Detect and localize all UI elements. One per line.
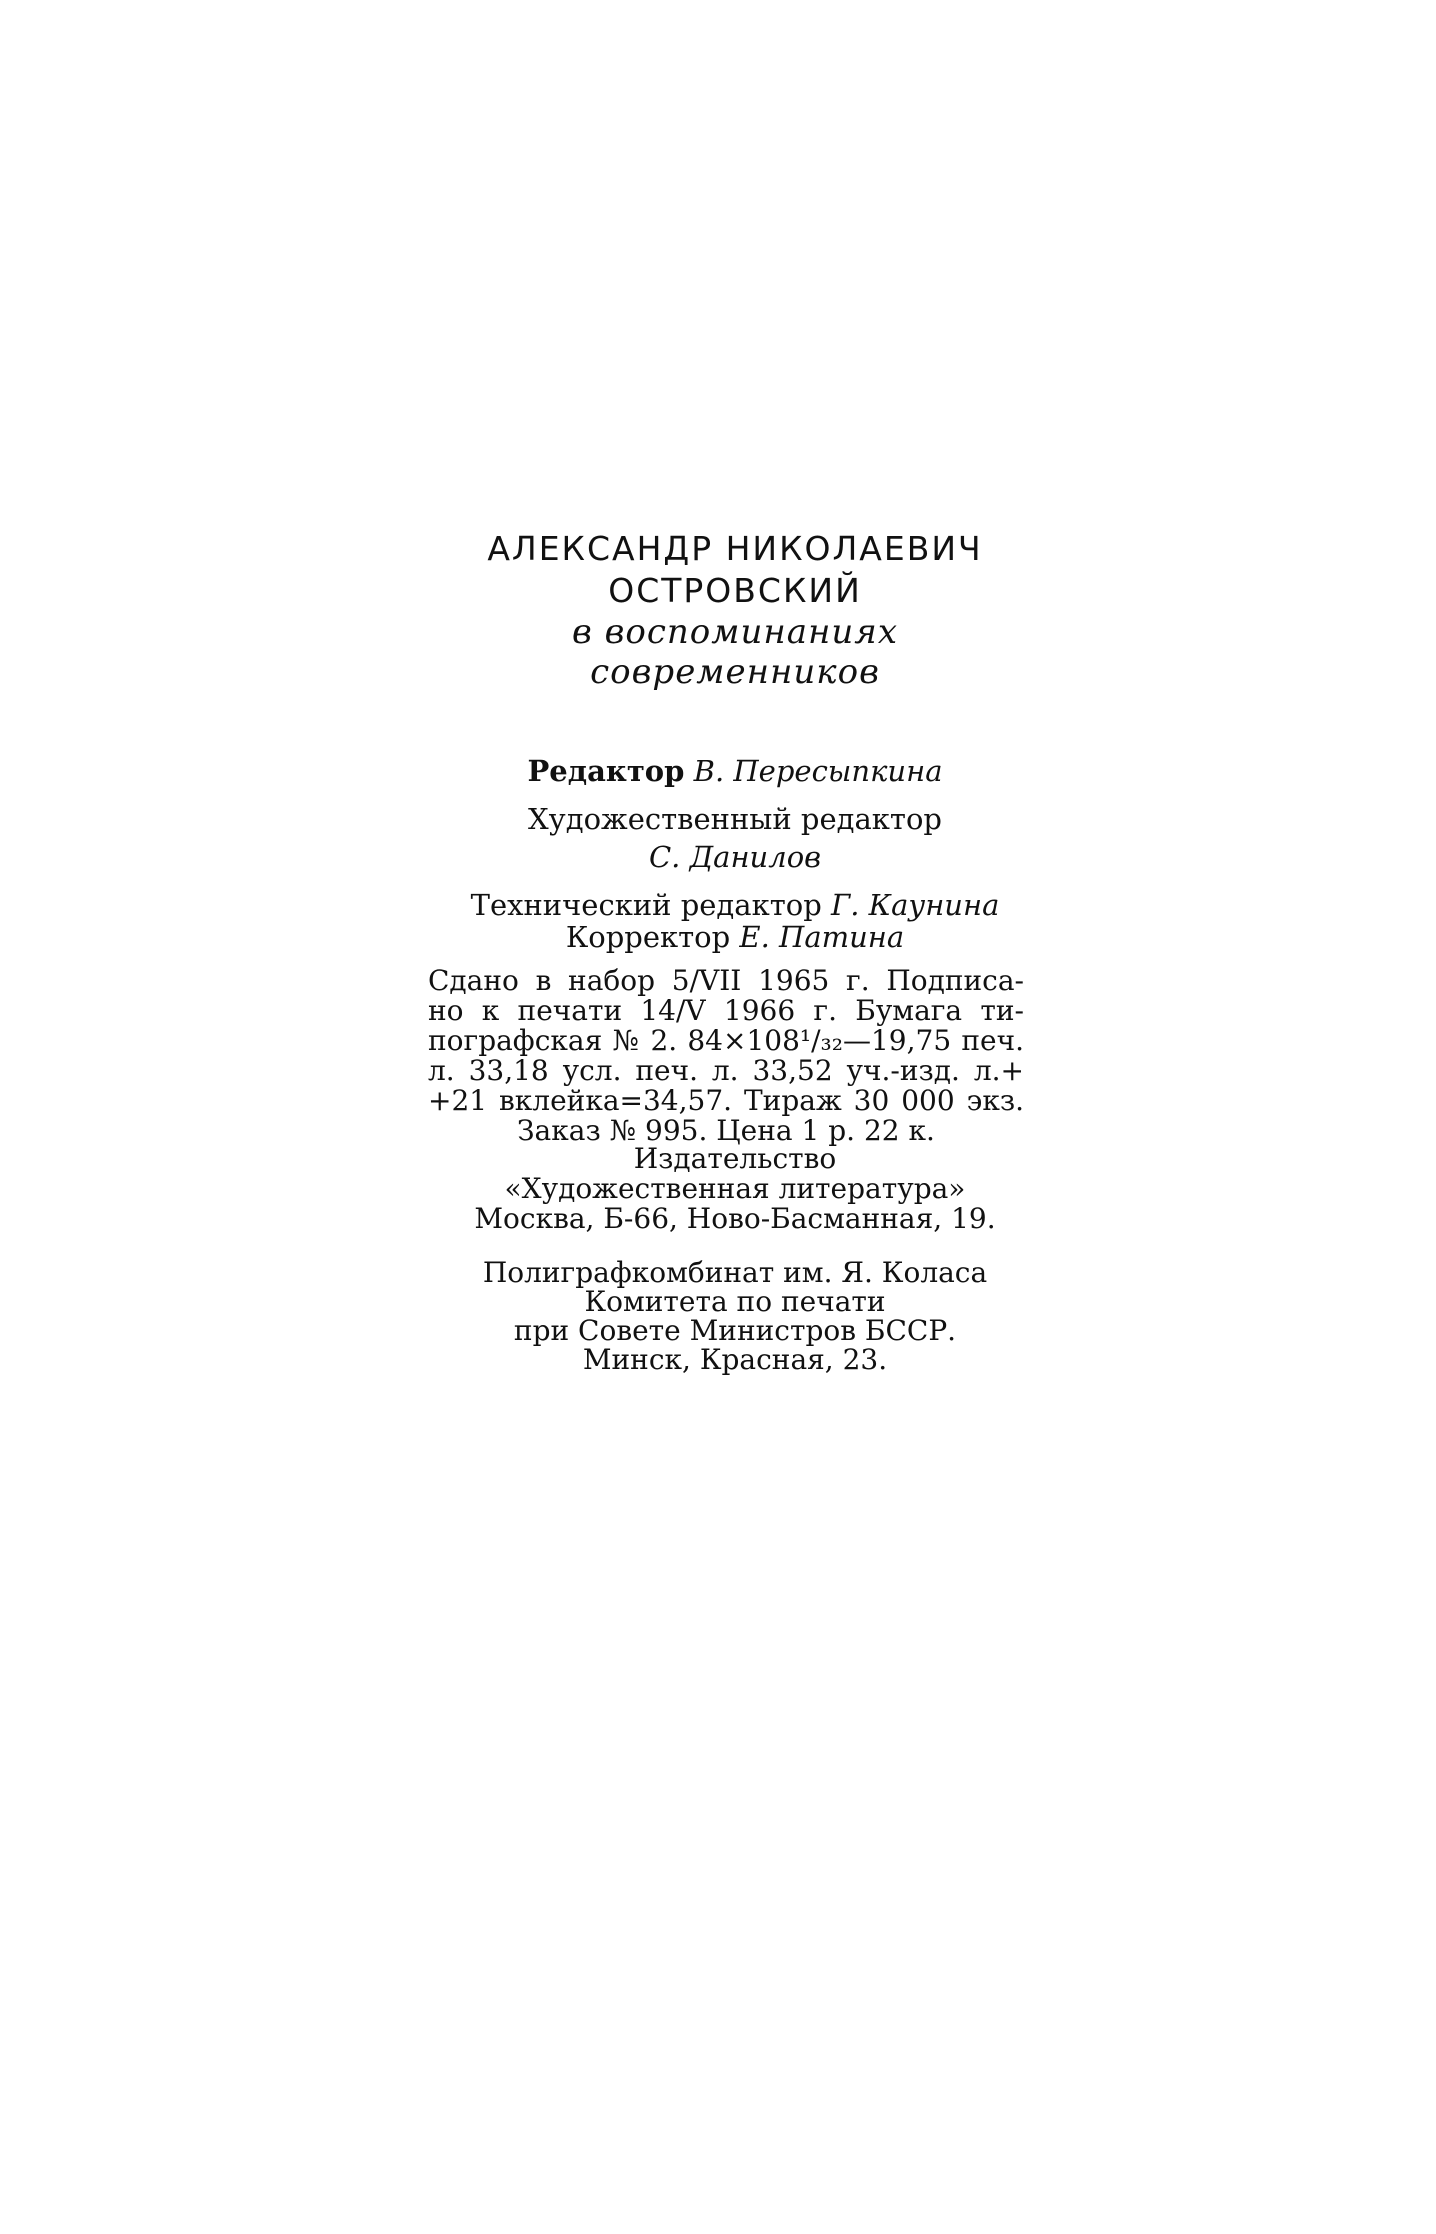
imprint-line: Заказ № 995. Цена 1 р. 22 к.	[517, 1114, 935, 1147]
printer-line-3: при Совете Министров БССР.	[513, 1314, 957, 1347]
publisher-label: Издательство	[633, 1142, 837, 1175]
printer-line-4: Минск, Красная, 23.	[582, 1343, 888, 1376]
imprint-line: л. 33,18 усл. печ. л. 33,52 уч.-изд. л.+	[428, 1054, 1024, 1087]
imprint-line: пографская № 2. 84×108¹/₃₂—19,75 печ.	[428, 1024, 1024, 1057]
publisher-info	[450, 1144, 1020, 1234]
proofreader-label: Корректор	[565, 920, 731, 954]
tech-editor-name: Г. Каунина	[831, 888, 1000, 922]
imprint-details	[428, 966, 1024, 1146]
publisher-name: «Художественная литература»	[504, 1172, 966, 1205]
printer-line-1: Полиграфкомбинат им. Я. Коласа	[482, 1256, 988, 1289]
art-editor-label: Художественный редактор	[528, 802, 942, 836]
publisher-address: Москва, Б-66, Ново-Басманная, 19.	[474, 1202, 996, 1235]
author-name-line-1: АЛЕКСАНДР НИКОЛАЕВИЧ	[487, 529, 983, 568]
imprint-line: +21 вклейка=34,57. Тираж 30 000 экз.	[428, 1084, 1024, 1117]
proofreader-name: Е. Патина	[739, 920, 905, 954]
imprint-line: Сдано в набор 5/VII 1965 г. Подписа-	[428, 964, 1024, 997]
imprint-line: но к печати 14/V 1966 г. Бумага ти-	[428, 994, 1024, 1027]
author-name-line-2: ОСТРОВСКИЙ	[608, 571, 862, 610]
editor-credit	[450, 752, 1020, 790]
printer-info	[450, 1258, 1020, 1374]
art-editor-name	[450, 838, 1020, 876]
credits	[450, 752, 1020, 956]
book-subtitle: в воспоминаниях современников	[572, 612, 898, 692]
editor-name: В. Пересыпкина	[693, 754, 943, 788]
tech-editor-label: Технический редактор	[470, 888, 822, 922]
author-name	[450, 528, 1020, 612]
printer-line-2: Комитета по печати	[584, 1285, 886, 1318]
art-editor-name-text: С. Данилов	[648, 840, 822, 874]
editor-label: Редактор	[527, 754, 685, 788]
